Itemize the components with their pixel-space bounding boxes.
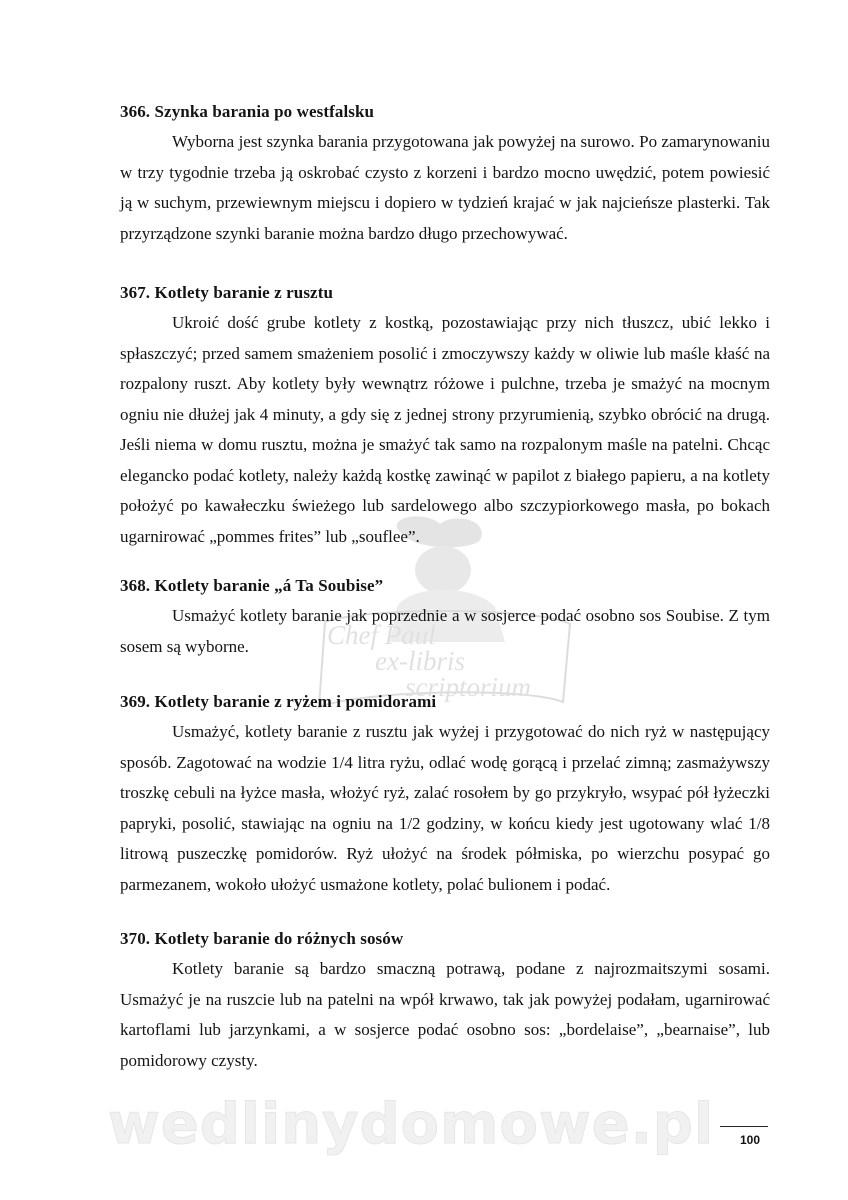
stamp-line-2: ex-libris	[375, 646, 465, 676]
recipe-body: Usmażyć, kotlety baranie z rusztu jak wyżej i przygotować do nich ryż w następujący sposób. Zagotować na wodzie 1/4 litra ryżu, odlać wodę gorącą i przelać zimną; zasmażywszy troszkę cebuli na łyżce masła, włożyć ryż, zalać rosołem by go przykryło, wsypać pół łyżeczki papryki, posolić, stawiając na ogniu na 1/2 godziny, w końcu kiedy jest ugotowany wlać 1/8 litrową puszeczkę pomidorów. Ryż ułożyć na środek półmiska, po wierzchu posypać go parmezanem, wokoło ułożyć usmażone kotlety, polać bulionem i podać.	[120, 722, 770, 894]
recipe-title: 366. Szynka barania po westfalsku	[120, 102, 375, 121]
stamp-line-1: Chef Paul	[327, 620, 436, 650]
recipe-title: 370. Kotlety baranie do różnych sosów	[120, 929, 404, 948]
site-watermark: wedlinydomowe.pl	[108, 1092, 715, 1157]
recipe-366	[120, 101, 770, 249]
recipe-title: 368. Kotlety baranie „á Ta Soubise”	[120, 576, 384, 595]
recipe-369	[120, 691, 770, 900]
recipe-body: Wyborna jest szynka barania przygotowana jak powyżej na surowo. Po zamarynowaniu w trzy tygodnie trzeba ją oskrobać czysto z korzeni i bardzo mocno uwędzić, potem powiesić ją w suchym, przewiewnym miejscu i dopiero w tydzień krajać w jak najcieńsze plasterki. Tak przyrządzone szynki baranie można bardzo długo przechowywać.	[120, 132, 770, 243]
page-number-rule	[720, 1126, 768, 1127]
recipe-title: 367. Kotlety baranie z rusztu	[120, 283, 334, 302]
recipe-body: Ukroić dość grube kotlety z kostką, pozostawiając przy nich tłuszcz, ubić lekko i spłaszczyć; przed samem smażeniem posolić i zmoczywszy każdy w oliwie lub maśle kłaść na rozpalony ruszt. Aby kotlety były wewnątrz różowe i pulchne, trzeba je smażyć na mocnym ogniu nie dłużej jak 4 minuty, a gdy się z jednej strony przyrumienią, szybko obrócić na drugą. Jeśli niema w domu rusztu, można je smażyć tak samo na rozpalonym maśle na patelni. Chcąc elegancko podać kotlety, należy każdą kostkę zawinąć w papilot z białego papieru, a na kotlety położyć po kawałeczku świeżego lub sardelowego albo szczypiorkowego masła, po bokach ugarnirować „pommes frites” lub „souflee”.	[120, 313, 770, 546]
page-number: 100	[740, 1133, 761, 1147]
recipe-368	[120, 575, 770, 662]
recipe-title: 369. Kotlety baranie z ryżem i pomidorami	[120, 692, 437, 711]
recipe-370	[120, 928, 770, 1076]
recipe-body: Usmażyć kotlety baranie jak poprzednie a w sosjerce podać osobno sos Soubise. Z tym sosem są wyborne.	[120, 606, 770, 656]
stamp-line-3: scriptorium	[405, 672, 532, 702]
recipe-367	[120, 282, 770, 552]
recipe-body: Kotlety baranie są bardzo smaczną potrawą, podane z najrozmaitszymi sosami. Usmażyć je na ruszcie lub na patelni na wpół krwawo, tak jak powyżej podałam, ugarnirować kartoflami lub jarzynkami, a w sosjerce podać osobno sos: „bordelaise”, „bearnaise”, lub pomidorowy czysty.	[120, 959, 770, 1070]
